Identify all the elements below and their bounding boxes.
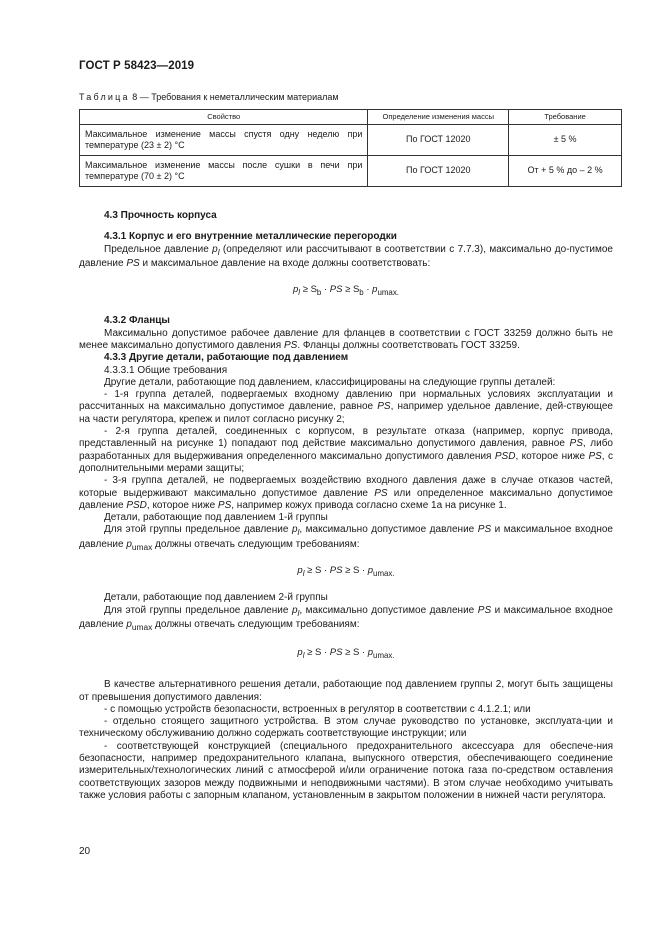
section-heading-4-3-1: 4.3.1 Корпус и его внутренние металлические перегородки [104,231,397,243]
table-caption [79,92,339,102]
paragraph: Для этой группы предельное давление $p_l$, максимально допустимое давление PS и максимальное входное давление $p_{umax}$ должны отвечать следующим требованиям: [79,524,613,552]
paragraph: Детали, работающие под давлением 2-й группы [104,592,328,604]
paragraph: Для этой группы предельное давление $p_l$, максимально допустимое давление PS и максимальное входное давление $p_{umax}$ должны отвечать следующим требованиям: [79,604,613,632]
subsection-heading-4-3-3-1: 4.3.3.1 Общие требования [104,364,228,376]
section-heading-4-3-2: 4.3.2 Фланцы [104,315,170,327]
standard-header: ГОСТ Р 58423—2019 [79,60,195,72]
document-body [79,210,613,802]
table-row [80,125,622,156]
table-header-row [80,110,622,125]
table-row [80,156,622,187]
table-cell: От + 5 % до – 2 % [509,156,622,187]
column-header: Определение изменения массы [368,110,509,125]
list-item: - соответствующей конструкцией (специального предохранительного аксессуара для обеспече-ния безопасности, например предохранительного клапана, выпускного отверстия, обеспечивающего соединение измерительных/технологических линий с атмосферой и/или ограничение потока газа по-средством оставления соответствующих зазоров между подвижными и неподвижными частями). В этом случае необходимо учитывать также условия работы с запорным клапаном, установленным в закрытом положении в нижней части регулятора. [79,740,613,801]
table-cell: По ГОСТ 12020 [368,156,509,187]
list-item: - с помощью устройств безопасности, встроенных в регулятор в соответствии с 4.1.2.1; или [104,703,531,715]
list-item: - 2-я группа деталей, соединенных с корпусом, в результате отказа (например, корпус привода, представленный на рисунке 1) попадают под действие максимально допустимого давления, равное PS, либо разработанных для выдерживания определенного максимально допустимого давления PSD, которое ниже PS, с дополнительными мерами защиты; [79,426,613,474]
formula: $p_l \ge S_b$ · PS ≥ $S_b \cdot p_{umax.}$ [293,284,399,298]
table-cell: Максимальное изменение массы спустя одну неделю при температуре (23 ± 2) °С [80,125,368,156]
table-caption-label: Таблица [79,92,130,102]
column-header: Свойство [80,110,368,125]
table-cell: Максимальное изменение массы после сушки в печи при температуре (70 ± 2) °С [80,156,368,187]
formula: $p_l \ge S$ · PS ≥ $S \cdot p_{umax.}$ [297,565,395,578]
list-item: - отдельно стоящего защитного устройства. В этом случае руководство по установке, эксплуата-ции и техническому обслуживанию должно содержать соответствующие инструкции; или [79,716,613,740]
table-cell: По ГОСТ 12020 [368,125,509,156]
column-header: Требование [509,110,622,125]
table-caption-text: 8 — Требования к неметаллическим материалам [129,92,339,102]
paragraph: Максимально допустимое рабочее давление для фланцев в соответствии с ГОСТ 33259 должно быть не менее максимально допустимого давления PS. Фланцы должны соответствовать ГОСТ 33259. [79,327,613,351]
section-heading-4-3: 4.3 Прочность корпуса [104,210,217,221]
table-cell: ± 5 % [509,125,622,156]
paragraph: Детали, работающие под давлением 1-й группы [104,512,328,524]
list-item: - 1-я группа деталей, подвергаемых входному давлению при нормальных условиях эксплуатации и рассчитанных на максимально допустимое давление, равное PS, например удельное давление, дей-ствующее на части регулятора, крепеж и пилот согласно рисунку 2; [79,389,613,425]
paragraph: В качестве альтернативного решения детали, работающие под давлением группы 2, могут быть защищены от превышения допустимого давления: [79,679,613,703]
requirements-table [79,109,622,187]
page-number: 20 [79,846,91,857]
paragraph: Другие детали, работающие под давлением, классифицированы на следующие группы деталей: [104,376,556,388]
formula: $p_l \ge S$ · PS ≥ $S \cdot p_{umax.}$ [297,647,395,660]
list-item: - 3-я группа деталей, не подвергаемых воздействию входного давления даже в случае отказов частей, которые выдерживают максимально допустимое давление PS или определенное максимально допустимое давление PSD, которое ниже PS, например кожух привода согласно схеме 1а на рисунке 1. [79,475,613,511]
section-heading-4-3-3: 4.3.3 Другие детали, работающие под давлением [104,352,349,364]
paragraph: Предельное давление $p_l$ (определяют или рассчитывают в соответствии с 7.7.3), максимально до-пустимое давление PS и максимальное давление на входе должны соответствовать: [79,243,613,269]
